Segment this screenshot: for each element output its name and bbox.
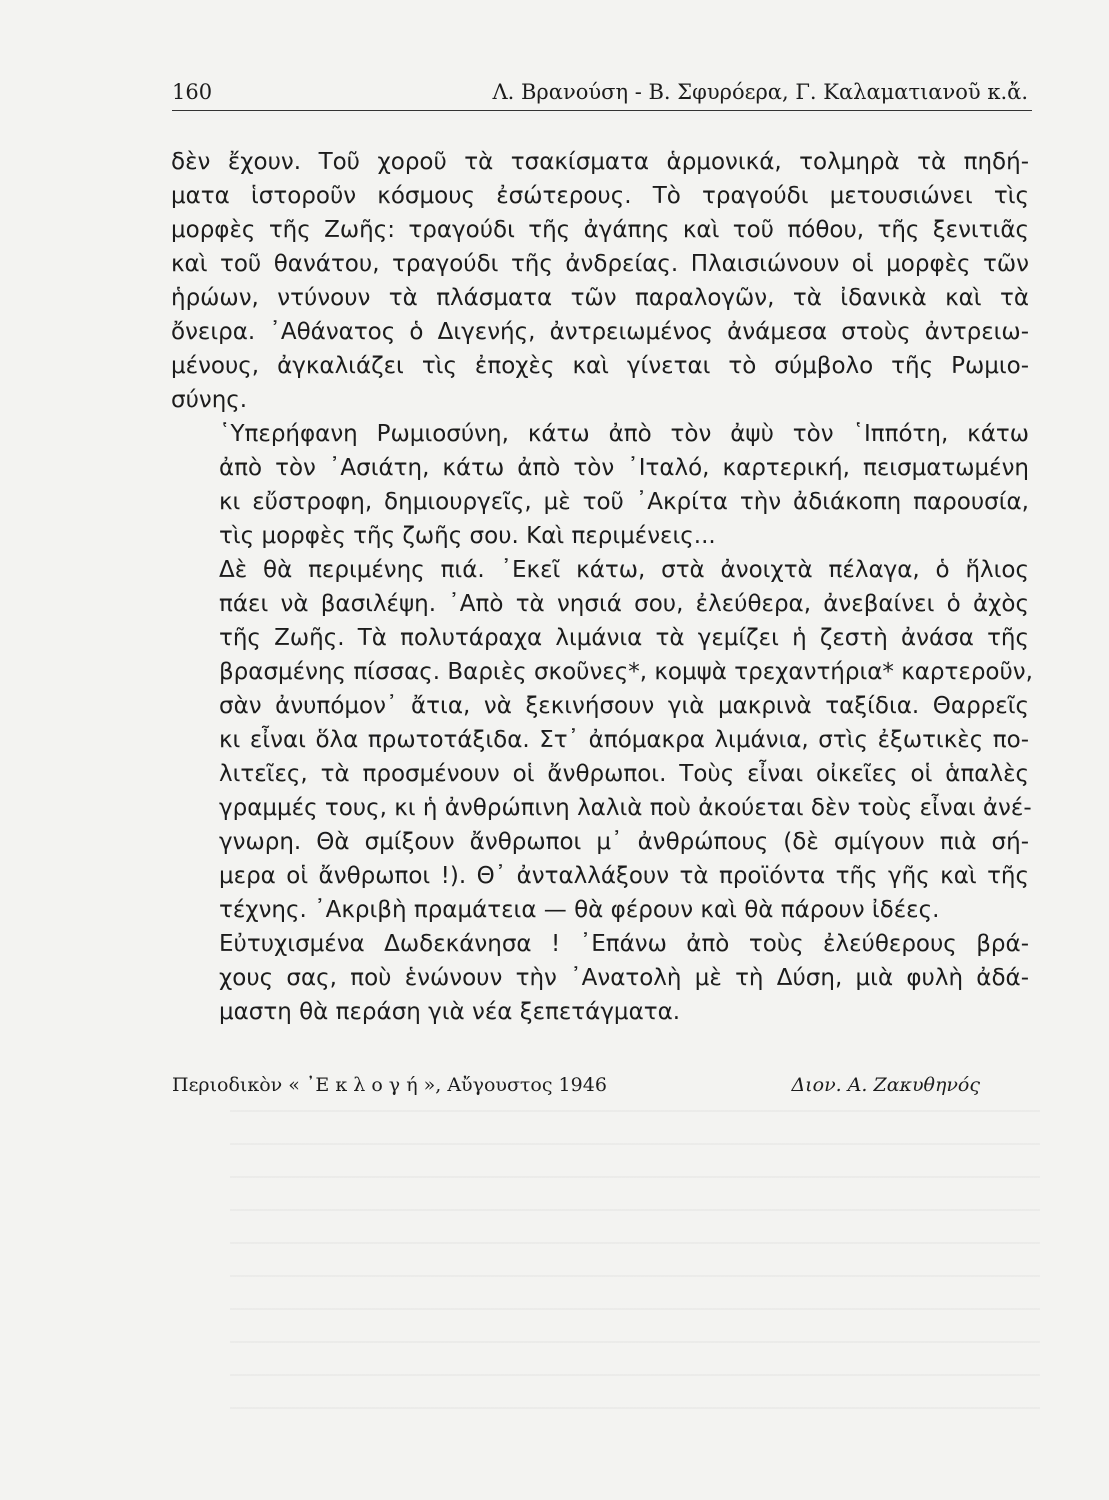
text-line: μερα οἱ ἄνθρωποι !). Θ᾿ ἀνταλλάξουν τὰ προϊόντα τῆς γῆς καὶ τῆς — [219, 863, 1029, 889]
text-line: μορφὲς τῆς Ζωῆς: τραγούδι τῆς ἀγάπης καὶ τοῦ πόθου, τῆς ξενιτιᾶς — [171, 217, 1029, 243]
paragraph — [171, 553, 1033, 927]
text-line: τέχνης. ᾿Ακριβὴ πραμάτεια — θὰ φέρουν καὶ θὰ πάρουν ἰδέες. — [219, 897, 940, 923]
text-line: γραμμές τους, κι ἡ ἀνθρώπινη λαλιὰ ποὺ ἀκούεται δὲν τοὺς εἶναι ἀνέ- — [219, 795, 1032, 821]
reverse-page-bleed-through — [230, 1110, 1040, 1410]
text-line: τῆς Ζωῆς. Τὰ πολυτάραχα λιμάνια τὰ γεμίζει ἡ ζεστὴ ἀνάσα τῆς — [219, 625, 1029, 651]
text-line: μαστη θὰ περάση γιὰ νέα ξεπετάγματα. — [219, 999, 681, 1025]
running-head: Λ. Βρανούση - Β. Σφυρόερα, Γ. Καλαματιανοῦ κ.ἄ. — [492, 80, 1028, 104]
author-name: Διον. Α. Ζακυθηνός — [791, 1074, 980, 1096]
paragraph — [171, 145, 1029, 417]
text-line: χους σας, ποὺ ἑνώνουν τὴν ᾿Ανατολὴ μὲ τὴ Δύση, μιὰ φυλὴ ἀδά- — [219, 965, 1029, 991]
text-line: τὶς μορφὲς τῆς ζωῆς σου. Καὶ περιμένεις... — [219, 523, 716, 549]
text-line: γνωρη. Θὰ σμίξουν ἄνθρωποι μ᾿ ἀνθρώπους (δὲ σμίγουν πιὰ σή- — [219, 829, 1029, 855]
source-line — [172, 1074, 980, 1096]
text-line: σύνης. — [171, 387, 248, 413]
text-line: καὶ τοῦ θανάτου, τραγούδι τῆς ἀνδρείας. Πλαισιώνουν οἱ μορφὲς τῶν — [171, 251, 1029, 277]
text-line: σὰν ἀνυπόμον᾿ ἄτια, νὰ ξεκινήσουν γιὰ μακρινὰ ταξίδια. Θαρρεῖς — [219, 693, 1029, 719]
text-line: κι εὔστροφη, δημιουργεῖς, μὲ τοῦ ᾿Ακρίτα τὴν ἀδιάκοπη παρουσία, — [219, 489, 1029, 515]
text-line: ἡρώων, ντύνουν τὰ πλάσματα τῶν παραλογῶν, τὰ ἰδανικὰ καὶ τὰ — [171, 285, 1029, 311]
text-line: ῾Υπερήφανη Ρωμιοσύνη, κάτω ἀπὸ τὸν ἀψὺ τὸν ῾Ιππότη, κάτω — [219, 421, 1029, 447]
text-line: ὄνειρα. ᾿Αθάνατος ὁ Διγενής, ἀντρειωμένος ἀνάμεσα στοὺς ἀντρειω- — [171, 319, 1029, 345]
text-line: λιτεῖες, τὰ προσμένουν οἱ ἄνθρωποι. Τοὺς εἶναι οἰκεῖες οἱ ἁπαλὲς — [219, 761, 1029, 787]
body-text — [171, 145, 1033, 1029]
text-line: δὲν ἔχουν. Τοῦ χοροῦ τὰ τσακίσματα ἁρμονικά, τολμηρὰ τὰ πηδή- — [171, 149, 1029, 175]
paragraph — [171, 927, 1029, 1029]
paragraph — [171, 417, 1029, 553]
page-number: 160 — [172, 80, 213, 104]
text-line: ματα ἱστοροῦν κόσμους ἐσώτερους. Τὸ τραγούδι μετουσιώνει τὶς — [171, 183, 1029, 209]
text-line: ἀπὸ τὸν ᾿Ασιάτη, κάτω ἀπὸ τὸν ᾿Ιταλό, καρτερική, πεισματωμένη — [219, 455, 1029, 481]
text-line: Δὲ θὰ περιμένης πιά. ᾿Εκεῖ κάτω, στὰ ἀνοιχτὰ πέλαγα, ὁ ἥλιος — [219, 557, 1029, 583]
text-line: Εὐτυχισμένα Δωδεκάνησα ! ᾿Επάνω ἀπὸ τοὺς ἐλεύθερους βρά- — [219, 931, 1029, 957]
text-line: κι εἶναι ὅλα πρωτοτάξιδα. Στ᾿ ἀπόμακρα λιμάνια, στὶς ἐξωτικὲς πο- — [219, 727, 1029, 753]
text-line: πάει νὰ βασιλέψη. ᾿Απὸ τὰ νησιά σου, ἐλεύθερα, ἀνεβαίνει ὁ ἀχὸς — [219, 591, 1029, 617]
page-header — [172, 76, 1032, 111]
text-line: μένους, ἀγκαλιάζει τὶς ἐποχὲς καὶ γίνεται τὸ σύμβολο τῆς Ρωμιο- — [171, 353, 1029, 379]
source-citation: Περιοδικὸν « ᾿Ε κ λ ο γ ή », Αὔγουστος 1946 — [172, 1074, 607, 1096]
text-line: βρασμένης πίσσας. Βαριὲς σκοῦνες*, κομψὰ τρεχαντήρια* καρτεροῦν, — [219, 659, 1033, 685]
